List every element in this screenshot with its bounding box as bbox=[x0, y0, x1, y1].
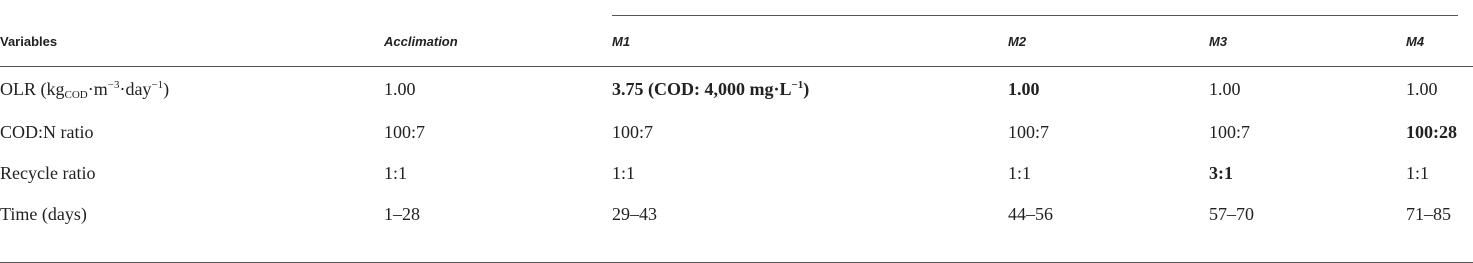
header-m1: M1 bbox=[612, 34, 631, 49]
row-olr-m1: 3.75 (COD: 4,000 $mg\cdot L^{-1}$) bbox=[612, 79, 810, 99]
header-acclimation: Acclimation bbox=[384, 34, 458, 49]
row-recycle-m2: 1:1 bbox=[1008, 163, 1032, 183]
row-olr-variable: OLR $(kg_{COD}\cdot m^{-3}\cdot day^{-1})$ bbox=[0, 79, 170, 101]
header-m2: M2 bbox=[1008, 34, 1027, 49]
row-recycle-variable: Recycle ratio bbox=[0, 163, 96, 183]
row-recycle-m1: 1:1 bbox=[612, 163, 636, 183]
row-recycle-acclimation: 1:1 bbox=[384, 163, 408, 183]
row-codn-m2: 100:7 bbox=[1008, 122, 1050, 142]
header-m3: M3 bbox=[1209, 34, 1228, 49]
row-codn-m4: 100:28 bbox=[1406, 122, 1457, 142]
header-variables: Variables bbox=[0, 34, 58, 49]
row-time-m4: 71–85 bbox=[1406, 204, 1451, 224]
row-recycle-m3: 3:1 bbox=[1209, 163, 1233, 183]
row-time-variable: Time (days) bbox=[0, 204, 87, 224]
row-time-m2: 44–56 bbox=[1008, 204, 1053, 224]
spanner-rule bbox=[612, 15, 1458, 16]
row-codn-m3: 100:7 bbox=[1209, 122, 1251, 142]
row-codn-m1: 100:7 bbox=[612, 122, 654, 142]
row-codn-acclimation: 100:7 bbox=[384, 122, 426, 142]
row-codn-variable: COD:N ratio bbox=[0, 122, 94, 142]
row-olr-m2: 1.00 bbox=[1008, 79, 1040, 99]
row-recycle-m4: 1:1 bbox=[1406, 163, 1430, 183]
row-olr-m4: 1.00 bbox=[1406, 79, 1438, 99]
row-olr-acclimation: 1.00 bbox=[384, 79, 416, 99]
row-time-m3: 57–70 bbox=[1209, 204, 1254, 224]
row-time-m1: 29–43 bbox=[612, 204, 657, 224]
header-m4: M4 bbox=[1406, 34, 1425, 49]
row-olr-m3: 1.00 bbox=[1209, 79, 1241, 99]
row-time-acclimation: 1–28 bbox=[384, 204, 420, 224]
header-rule bbox=[0, 66, 1473, 67]
